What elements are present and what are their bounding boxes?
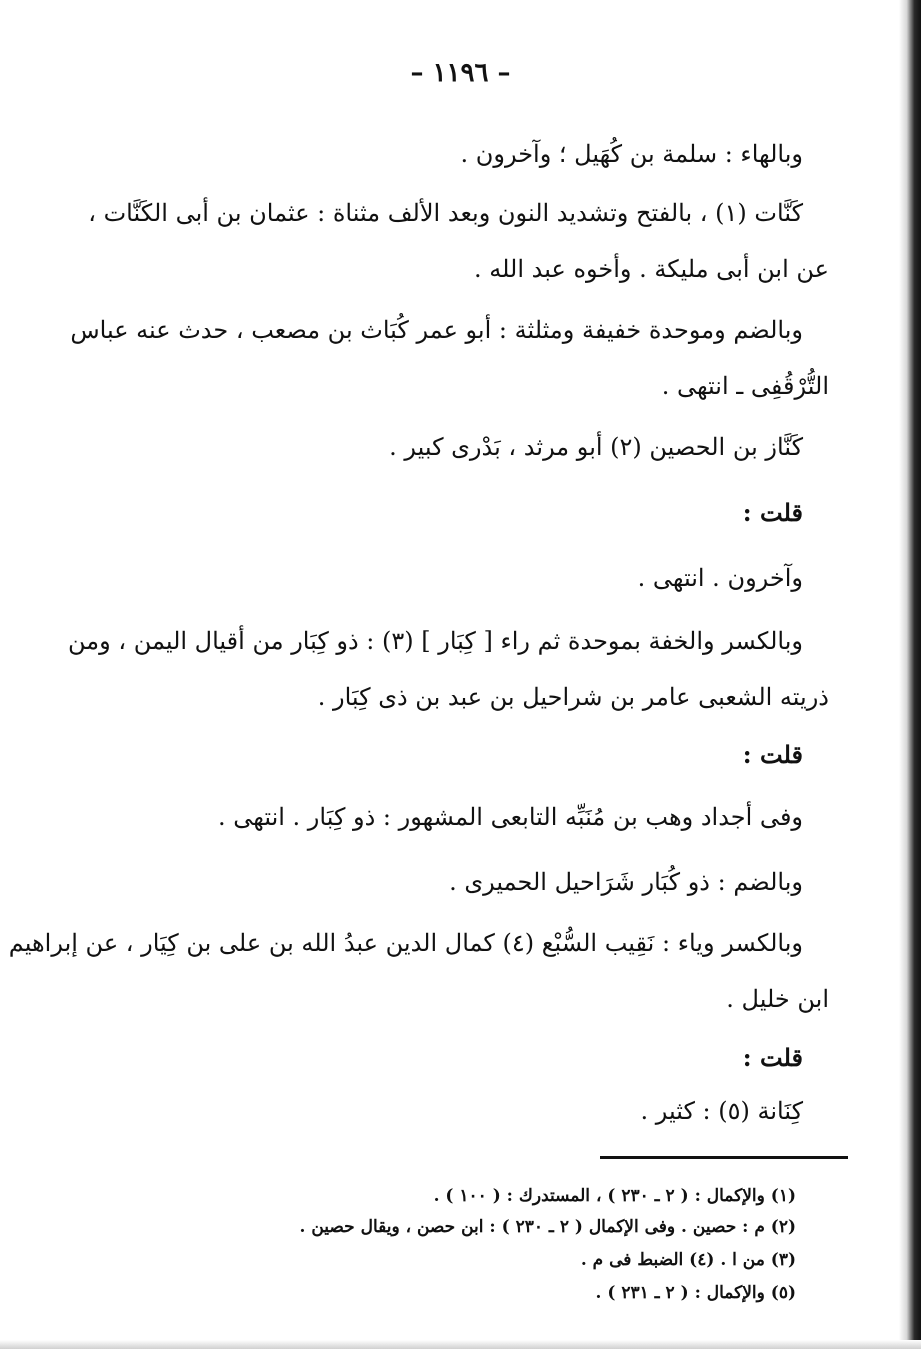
body-line: وبالهاء : سلمة بن كُهَيل ؛ وآخرون .	[460, 140, 803, 168]
body-line: كَنَّاز بن الحصين (٢) أبو مرثد ، بَدْرى كبير .	[389, 433, 803, 461]
body-line: وآخرون . انتهى .	[637, 564, 803, 592]
body-line: التُّرْقُفِى ـ انتهى .	[661, 372, 829, 400]
body-line: وبالضم وموحدة خفيفة ومثلثة : أبو عمر كُبَاث بن مصعب ، حدث عنه عباس	[70, 316, 803, 344]
section-heading: قلت :	[742, 740, 803, 769]
body-line: وفى أجداد وهب بن مُنَبِّه التابعى المشهور : ذو كِبَار . انتهى .	[218, 803, 803, 831]
body-line: كِنَانة (٥) : كثير .	[640, 1097, 803, 1125]
footnote: (٥) والإكمال : ( ٢ ـ ٢٣١ ) .	[595, 1283, 796, 1303]
footnote: (٣) من ا . (٤) الضبط فى م .	[580, 1250, 796, 1270]
body-line: ابن خليل .	[726, 985, 829, 1013]
page-bottom-edge	[0, 1340, 921, 1349]
body-line: عن ابن أبى مليكة . وأخوه عبد الله .	[473, 255, 829, 283]
footnote: (١) والإكمال : ( ٢ ـ ٢٣٠ ) ، المستدرك : ( ١٠٠ ) .	[433, 1186, 796, 1206]
body-line: وبالكسر وياء : نَقِيب السُّبْع (٤) كمال الدين عبدُ الله بن على بن كِيَار ، عن إبراهيم	[8, 929, 803, 957]
section-heading: قلت :	[742, 1043, 803, 1072]
section-heading: قلت :	[742, 498, 803, 527]
footnote: (٢) م : حصين . وفى الإكمال ( ٢ ـ ٢٣٠ ) : ابن حصن ، ويقال حصين .	[299, 1217, 796, 1237]
page-number: – ١١٩٦ –	[410, 58, 511, 88]
page-edge-shadow	[899, 0, 921, 1349]
footnote-separator	[600, 1156, 848, 1159]
body-line: ذريته الشعبى عامر بن شراحيل بن عبد بن ذى كِبَار .	[317, 683, 829, 711]
body-line: وبالكسر والخفة بموحدة ثم راء [ كِبَار ] (٣) : ذو كِبَار من أقيال اليمن ، ومن	[67, 627, 803, 655]
body-line: كَنَّات (١) ، بالفتح وتشديد النون وبعد الألف مثناة : عثمان بن أبى الكَنَّات ،	[88, 199, 803, 227]
body-line: وبالضم : ذو كُبَار شَرَاحيل الحميرى .	[449, 868, 803, 896]
